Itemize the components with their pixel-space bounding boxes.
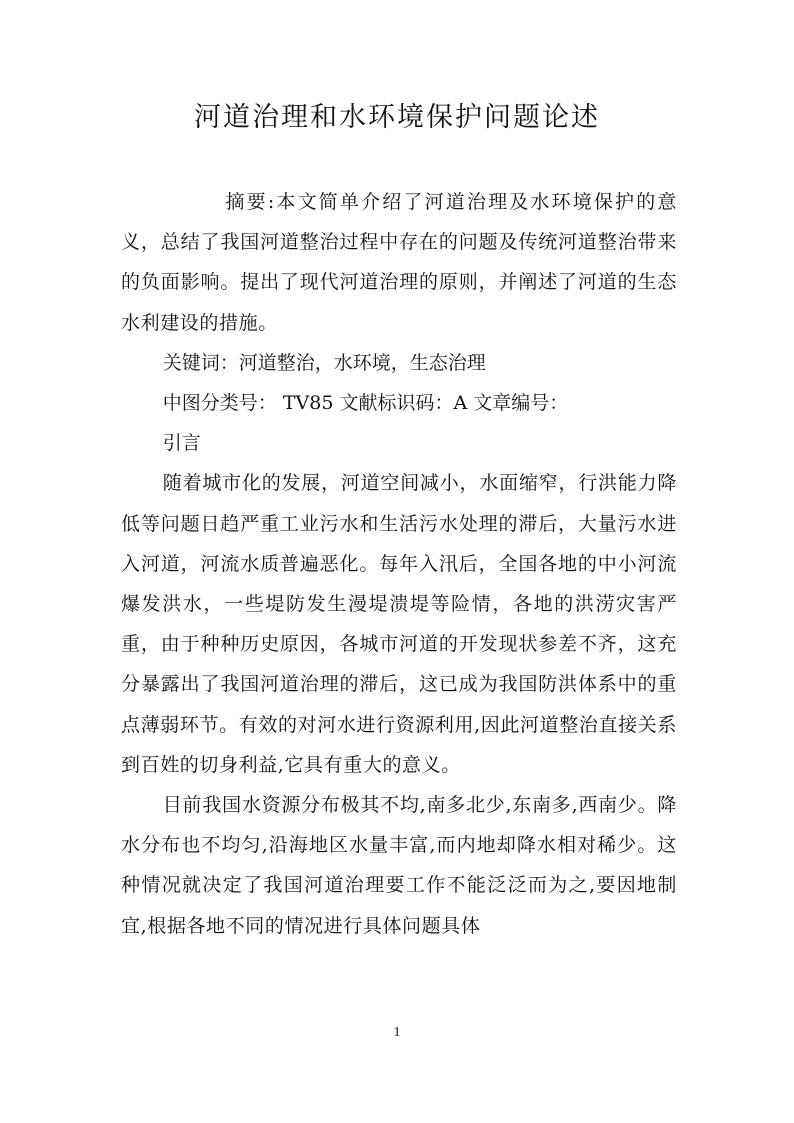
body-paragraph: 随着城市化的发展，河道空间减小，水面缩窄，行洪能力降低等问题日趋严重工业污水和生活污水处理的滞后，大量污水进入河道，河流水质普遍恶化。每年入汛后，全国各地的中小河流爆发洪水，一些堤防发生漫堤溃堤等险情，各地的洪涝灾害严重，由于种种历史原因，各城市河道的开发现状参差不齐，这充分暴露出了我国河道治理的滞后，这已成为我国防洪体系中的重点薄弱环节。有效的对河水进行资源利用,因此河道整治直接关系到百姓的切身利益,它具有重大的意义。	[121, 472, 677, 776]
intro-heading: 引言	[162, 432, 201, 455]
page-number: 1	[393, 1025, 401, 1040]
keywords-line: 关键词：河道整治，水环境，生态治理	[162, 351, 486, 374]
document-title: 河道治理和水环境保护问题论述	[194, 102, 600, 133]
abstract-paragraph: 摘要:本文简单介绍了河道治理及水环境保护的意义，总结了我国河道整治过程中存在的问题及传统河道整治带来的负面影响。提出了现代河道治理的原则，并阐述了河道的生态水利建设的措施。	[121, 191, 677, 334]
classification-line: 中图分类号： TV85 文献标识码：A 文章编号：	[162, 392, 569, 415]
body-paragraph: 目前我国水资源分布极其不均,南多北少,东南多,西南少。降水分布也不均匀,沿海地区水量丰富,而内地却降水相对稀少。这种情况就决定了我国河道治理要工作不能泛泛而为之,要因地制宜,根据各地不同的情况进行具体问题具体	[121, 794, 677, 937]
document-body	[121, 182, 677, 946]
